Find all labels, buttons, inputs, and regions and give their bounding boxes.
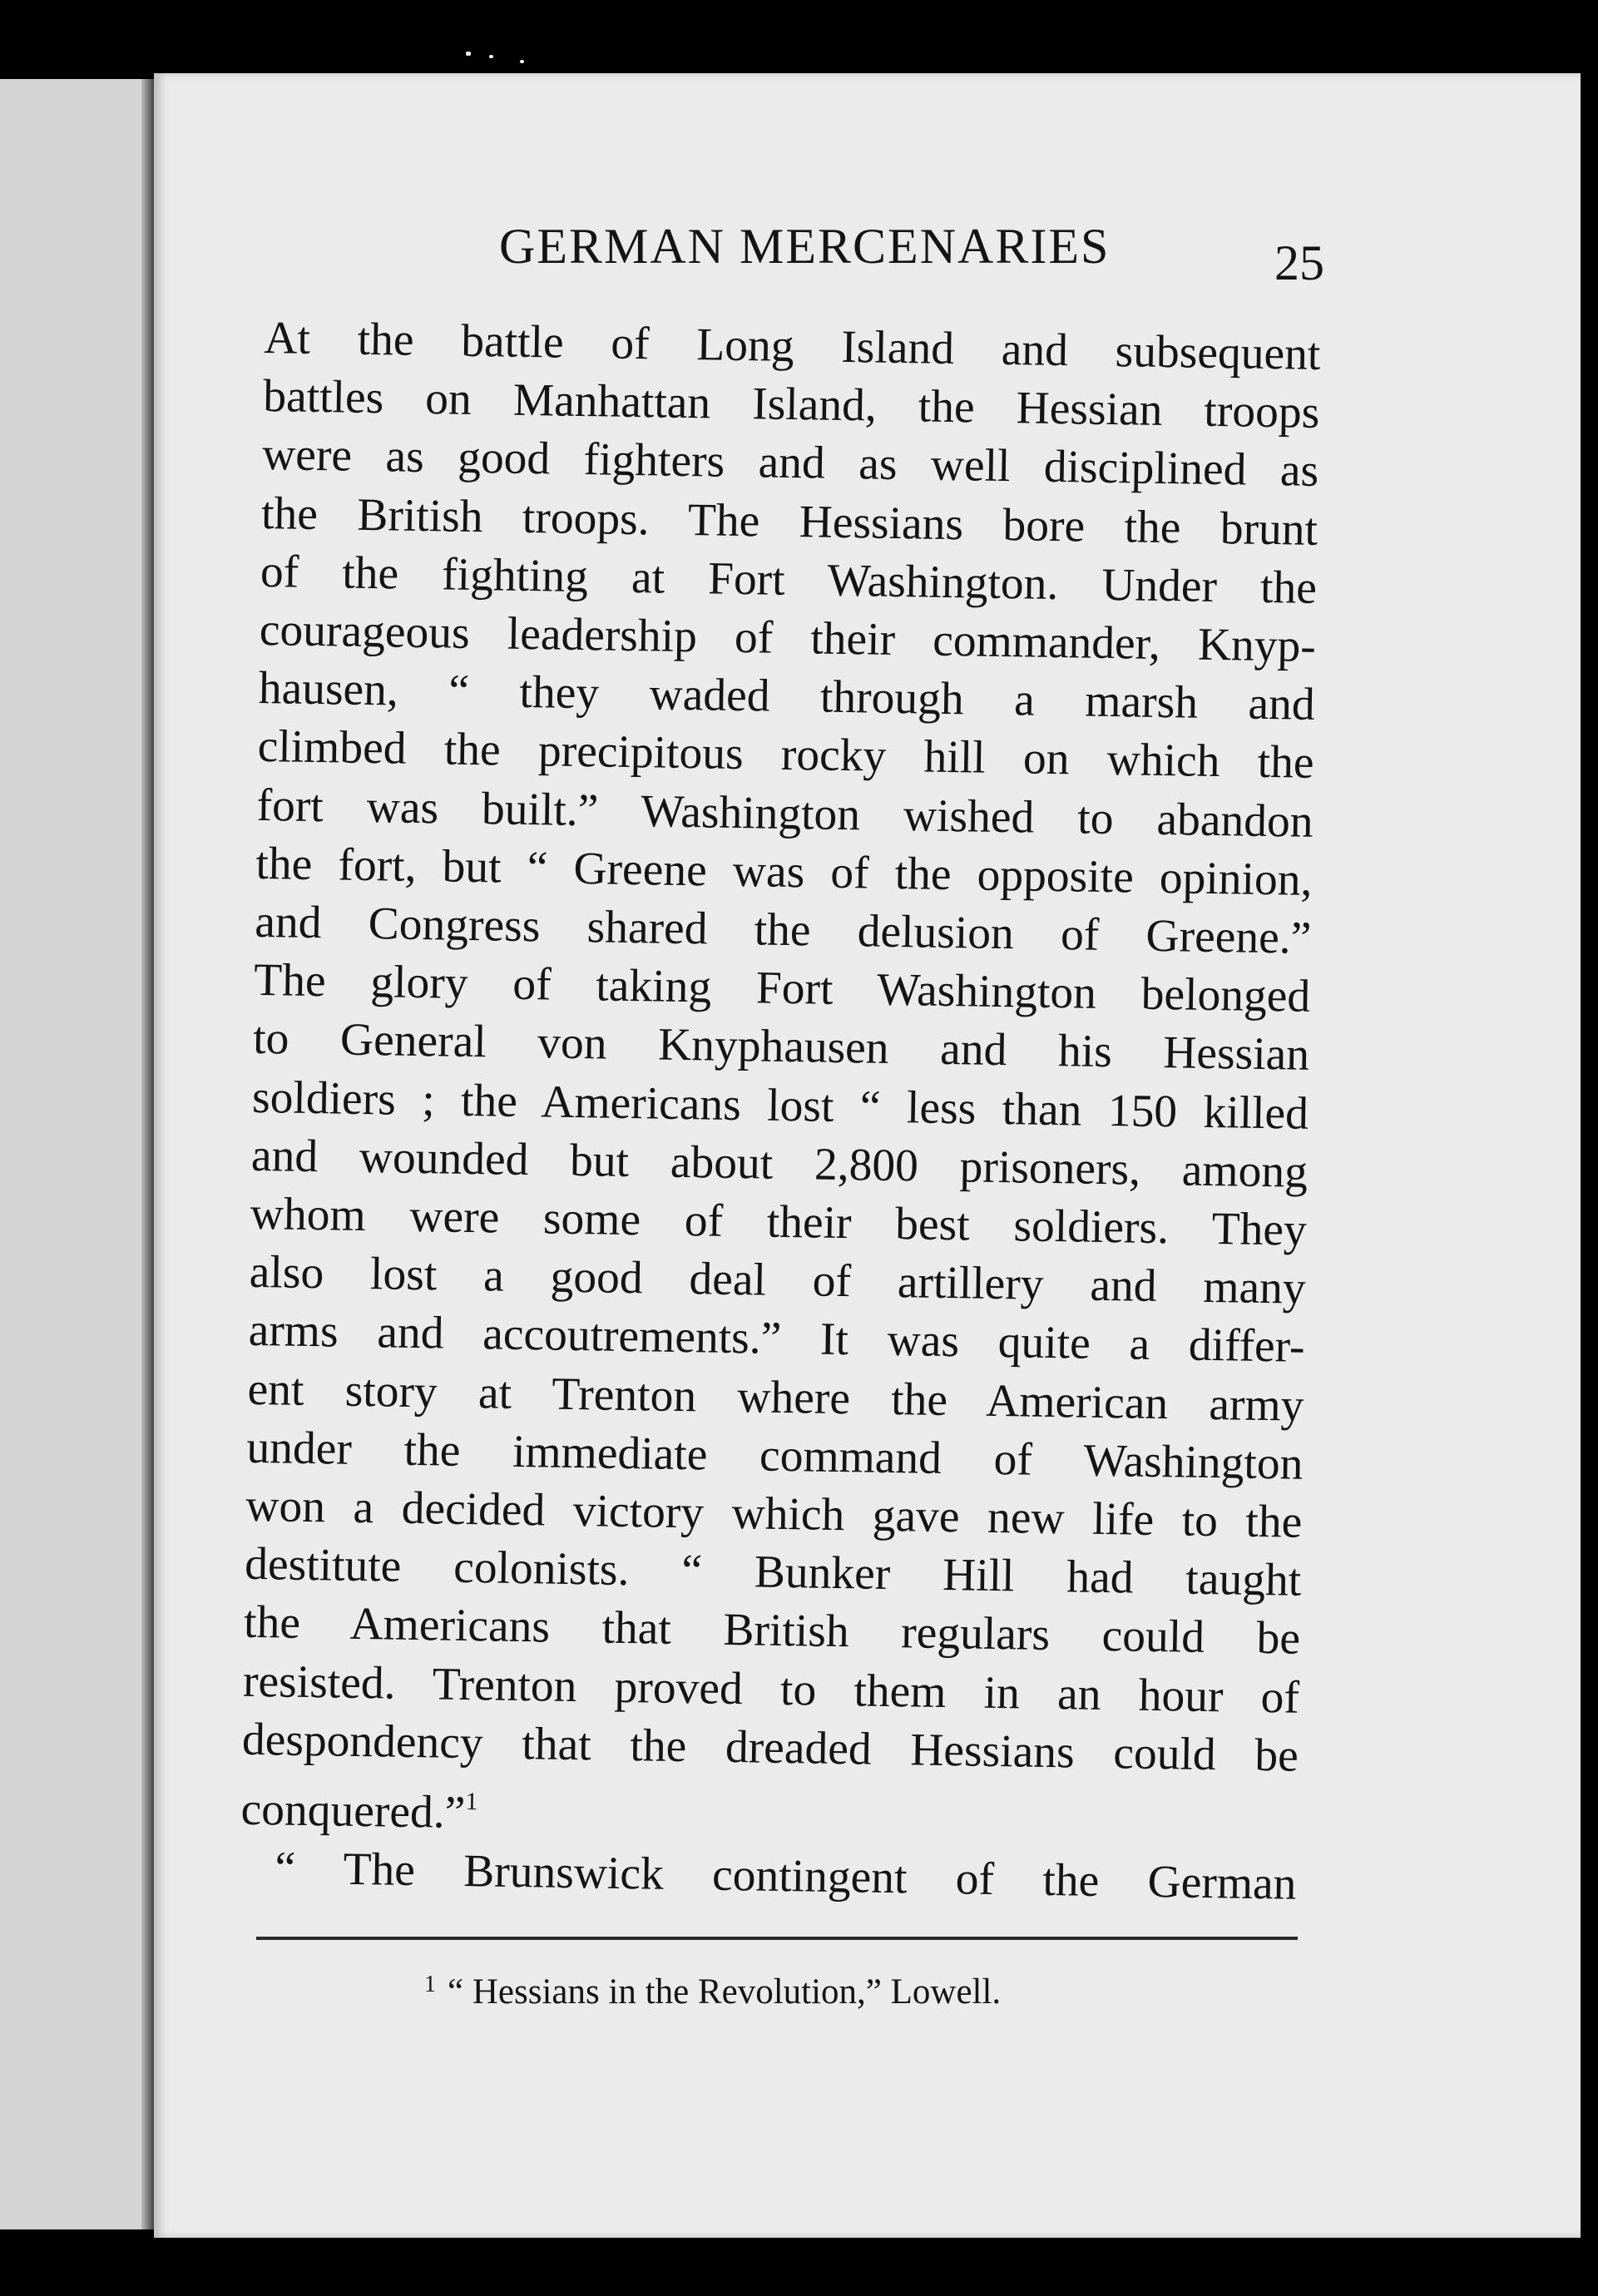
footnote-reference: 1 <box>465 1788 478 1816</box>
running-head: GERMAN MERCENARIES <box>499 219 1111 274</box>
text-line: of the fighting at Fort Washington. Under the <box>260 546 1318 614</box>
text-line: resisted. Trenton proved to them in an hour of <box>242 1655 1300 1724</box>
text-line: and wounded but about 2,800 prisoners, among <box>250 1130 1309 1198</box>
text-line: also lost a good deal of artillery and many <box>249 1247 1307 1315</box>
text-line: soldiers ; the Americans lost “ less than 150 killed <box>251 1071 1309 1140</box>
body-text <box>240 309 1321 1914</box>
footnote-text: “ Hessians in the Revolution,” Lowell. <box>448 1972 1002 2011</box>
text-line: despondency that the dreaded Hessians could be <box>241 1714 1299 1782</box>
text-line: hausen, “ they waded through a marsh and <box>258 663 1316 731</box>
text-line: “ The Brunswick contingent of the German <box>275 1843 1297 1910</box>
scan-speck <box>489 55 493 58</box>
text-line: At the battle of Long Island and subsequent <box>263 312 1321 380</box>
page-number: 25 <box>1274 235 1324 290</box>
text-line: won a decided victory which gave new life to the <box>245 1480 1303 1548</box>
scan-speck <box>466 52 471 56</box>
text-line: arms and accoutrements.” It was quite a differ- <box>248 1305 1306 1373</box>
book-gutter <box>141 79 155 2229</box>
text-line: the Americans that British regulars could be <box>243 1597 1301 1665</box>
text-line: courageous leadership of their commander, Knyp- <box>259 604 1317 672</box>
text-line: the fort, but “ Greene was of the opposite opinion, <box>255 838 1313 906</box>
left-page-margin <box>0 79 148 2229</box>
text-line: whom were some of their best soldiers. They <box>250 1188 1308 1256</box>
text-line: ent story at Trenton where the American army <box>247 1363 1304 1432</box>
text-line: were as good fighters and as well disciplined as <box>261 429 1319 497</box>
text-line: to General von Knyphausen and his Hessian <box>252 1013 1310 1081</box>
footnote <box>424 1972 1001 2012</box>
text-line: the British troops. The Hessians bore the brunt <box>260 487 1318 556</box>
text-line: climbed the precipitous rocky hill on which the <box>257 721 1315 789</box>
footnote-rule <box>256 1937 1298 1940</box>
footnote-marker: 1 <box>424 1972 436 1997</box>
text-line-end: conquered.” <box>240 1784 466 1839</box>
text-line: battles on Manhattan Island, the Hessian troops <box>262 371 1320 439</box>
text-line: The glory of taking Fort Washington belonged <box>253 955 1311 1023</box>
scan-speck <box>520 60 524 63</box>
text-line: destitute colonists. “ Bunker Hill had taught <box>244 1539 1302 1607</box>
text-line: fort was built.” Washington wished to abandon <box>256 779 1314 848</box>
text-line: and Congress shared the delusion of Greene.” <box>254 896 1312 964</box>
text-line: under the immediate command of Washington <box>246 1422 1304 1490</box>
